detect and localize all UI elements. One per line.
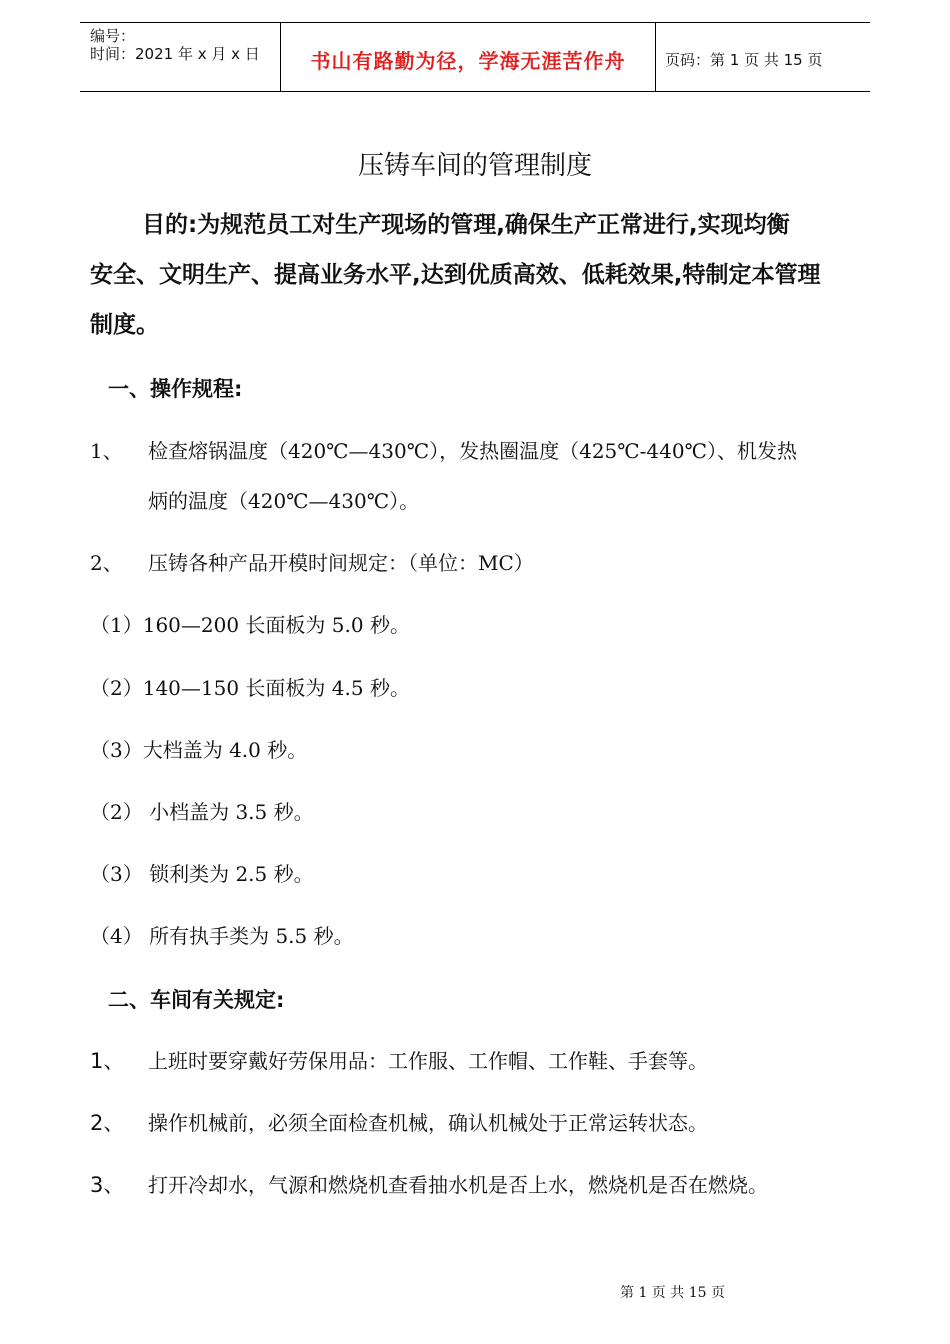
subitem: （2）140—150 长面板为 4.5 秒。	[90, 676, 410, 700]
purpose-paragraph	[90, 200, 865, 350]
item-text: 压铸各种产品开模时间规定：（单位：MC）	[148, 551, 534, 575]
document-number-label: 编号：	[90, 27, 136, 45]
rule-item	[90, 1169, 768, 1199]
item-text: 检查熔锅温度（420℃—430℃），发热圈温度（425℃-440℃）、机发热	[148, 439, 797, 463]
purpose-lead: 目的	[142, 212, 188, 238]
item-text: 打开冷却水，气源和燃烧机查看抽水机是否上水，燃烧机是否在燃烧。	[148, 1173, 768, 1197]
header-page-info: 页码：第 1 页 共 15 页	[665, 51, 823, 69]
header-meta	[90, 27, 260, 63]
item-number: 1、	[90, 1049, 125, 1073]
purpose-text: :为规范员工对生产现场的管理,确保生产正常进行,实现均衡	[188, 212, 790, 238]
operation-item-1-cont: 炳的温度（420℃—430℃）。	[148, 489, 420, 513]
header-motto: 书山有路勤为径，学海无涯苦作舟	[310, 49, 626, 73]
document-title: 压铸车间的管理制度	[357, 151, 592, 181]
section-heading-rules: 二、车间有关规定:	[108, 988, 285, 1012]
document-time-label: 时间：2021 年 x 月 x 日	[90, 45, 260, 63]
item-number: 3、	[90, 1173, 125, 1197]
item-number: 1、	[90, 439, 123, 463]
subitem: （3）大档盖为 4.0 秒。	[90, 738, 308, 762]
page-header	[80, 22, 870, 92]
item-text: 上班时要穿戴好劳保用品：工作服、工作帽、工作鞋、手套等。	[148, 1049, 708, 1073]
rule-item	[90, 1107, 708, 1137]
item-number: 2、	[90, 1111, 125, 1135]
item-text: 操作机械前，必须全面检查机械，确认机械处于正常运转状态。	[148, 1111, 708, 1135]
subitem: （4） 所有执手类为 5.5 秒。	[90, 924, 354, 948]
subitem: （3） 锁利类为 2.5 秒。	[90, 862, 314, 886]
subitem: （1）160—200 长面板为 5.0 秒。	[90, 613, 410, 637]
section-heading-operation: 一、操作规程:	[108, 377, 243, 401]
purpose-line-2: 安全、文明生产、提高业务水平,达到优质高效、低耗效果,特制定本管理	[90, 262, 821, 288]
operation-item-1	[90, 435, 797, 464]
subitem: （2） 小档盖为 3.5 秒。	[90, 800, 314, 824]
operation-item-2	[90, 547, 534, 576]
item-number: 2、	[90, 551, 123, 575]
page-footer: 第 1 页 共 15 页	[620, 1285, 725, 1301]
rule-item	[90, 1045, 708, 1075]
header-divider	[280, 23, 281, 91]
header-divider	[655, 23, 656, 91]
purpose-line-3: 制度。	[90, 312, 159, 338]
purpose-line-1	[90, 200, 865, 250]
